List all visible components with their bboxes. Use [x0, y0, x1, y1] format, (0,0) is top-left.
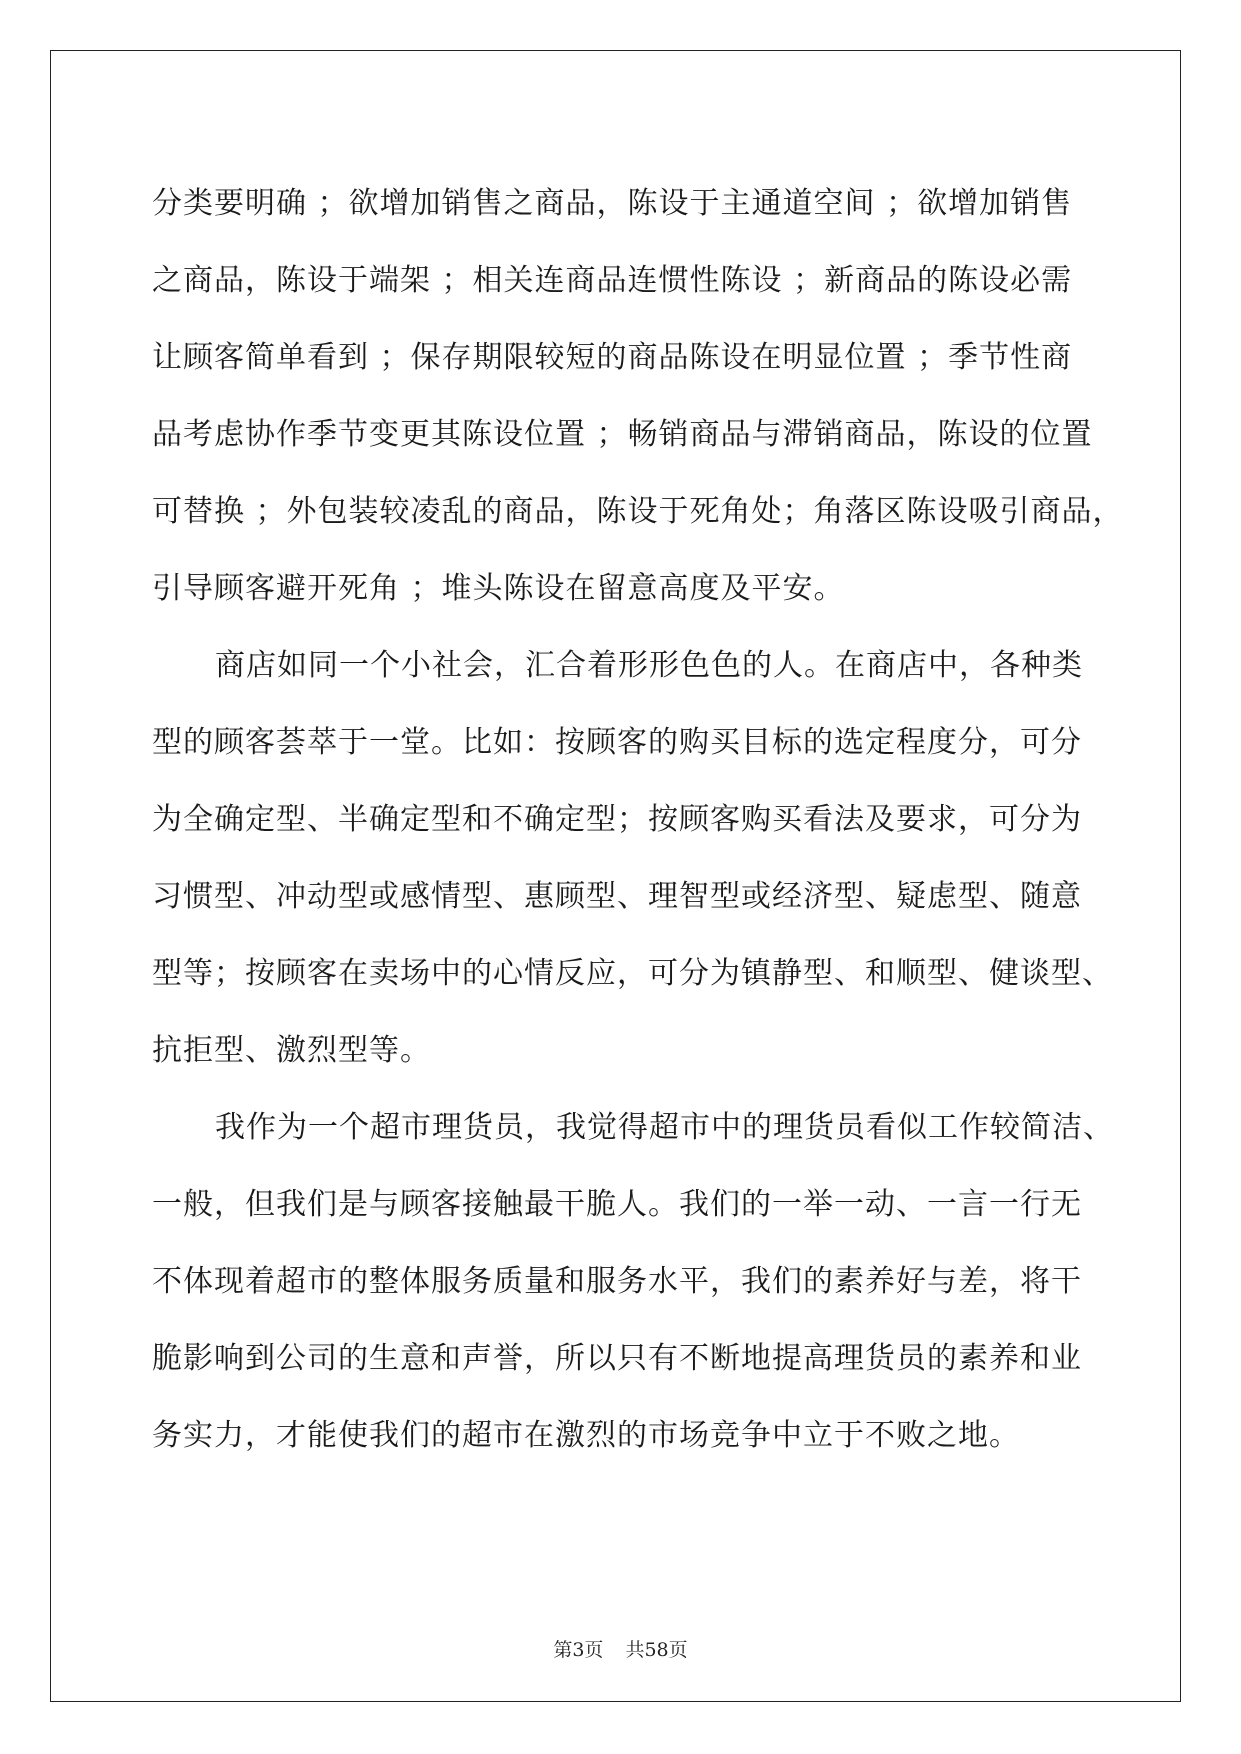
text-line: 务实力，才能使我们的超市在激烈的市场竞争中立于不败之地。 [152, 1418, 1020, 1453]
text-line: 品考虑协作季节变更其陈设位置 ；畅销商品与滞销商品，陈设的位置 [152, 417, 1093, 452]
text-line: 我作为一个超市理货员，我觉得超市中的理货员看似工作较简洁、 [215, 1110, 1114, 1145]
paragraph-2 [152, 627, 1113, 1089]
text-line: 习惯型、冲动型或感情型、惠顾型、理智型或经济型、疑虑型、随意 [152, 879, 1082, 914]
text-line: 让顾客简单看到 ；保存期限较短的商品陈设在明显位置 ；季节性商 [152, 340, 1073, 375]
text-line: 引导顾客避开死角 ；堆头陈设在留意高度及平安。 [152, 571, 845, 606]
page-footer [0, 1635, 1241, 1662]
paragraph-1 [152, 165, 1124, 627]
text-line: 一般，但我们是与顾客接触最干脆人。我们的一举一动、一言一行无 [152, 1187, 1082, 1222]
text-line: 型等；按顾客在卖场中的心情反应，可分为镇静型、和顺型、健谈型、 [152, 956, 1113, 991]
page-total: 共58页 [625, 1639, 688, 1661]
text-line: 之商品，陈设于端架 ；相关连商品连惯性陈设 ；新商品的陈设必需 [152, 263, 1073, 298]
paragraph-3 [152, 1089, 1114, 1474]
text-line: 可替换 ；外包装较凌乱的商品，陈设于死角处；角落区陈设吸引商品， [152, 494, 1124, 529]
text-line: 型的顾客荟萃于一堂。比如：按顾客的购买目标的选定程度分，可分 [152, 725, 1082, 760]
text-line: 分类要明确 ；欲增加销售之商品，陈设于主通道空间 ；欲增加销售 [152, 186, 1073, 221]
text-line: 为全确定型、半确定型和不确定型；按顾客购买看法及要求，可分为 [152, 802, 1082, 837]
document-body [152, 165, 1124, 1474]
text-line: 抗拒型、激烈型等。 [152, 1033, 431, 1068]
text-line: 商店如同一个小社会，汇合着形形色色的人。在商店中，各种类 [215, 648, 1083, 683]
page-number: 第3页 [553, 1639, 604, 1661]
text-line: 不体现着超市的整体服务质量和服务水平，我们的素养好与差，将干 [152, 1264, 1082, 1299]
text-line: 脆影响到公司的生意和声誉，所以只有不断地提高理货员的素养和业 [152, 1341, 1082, 1376]
